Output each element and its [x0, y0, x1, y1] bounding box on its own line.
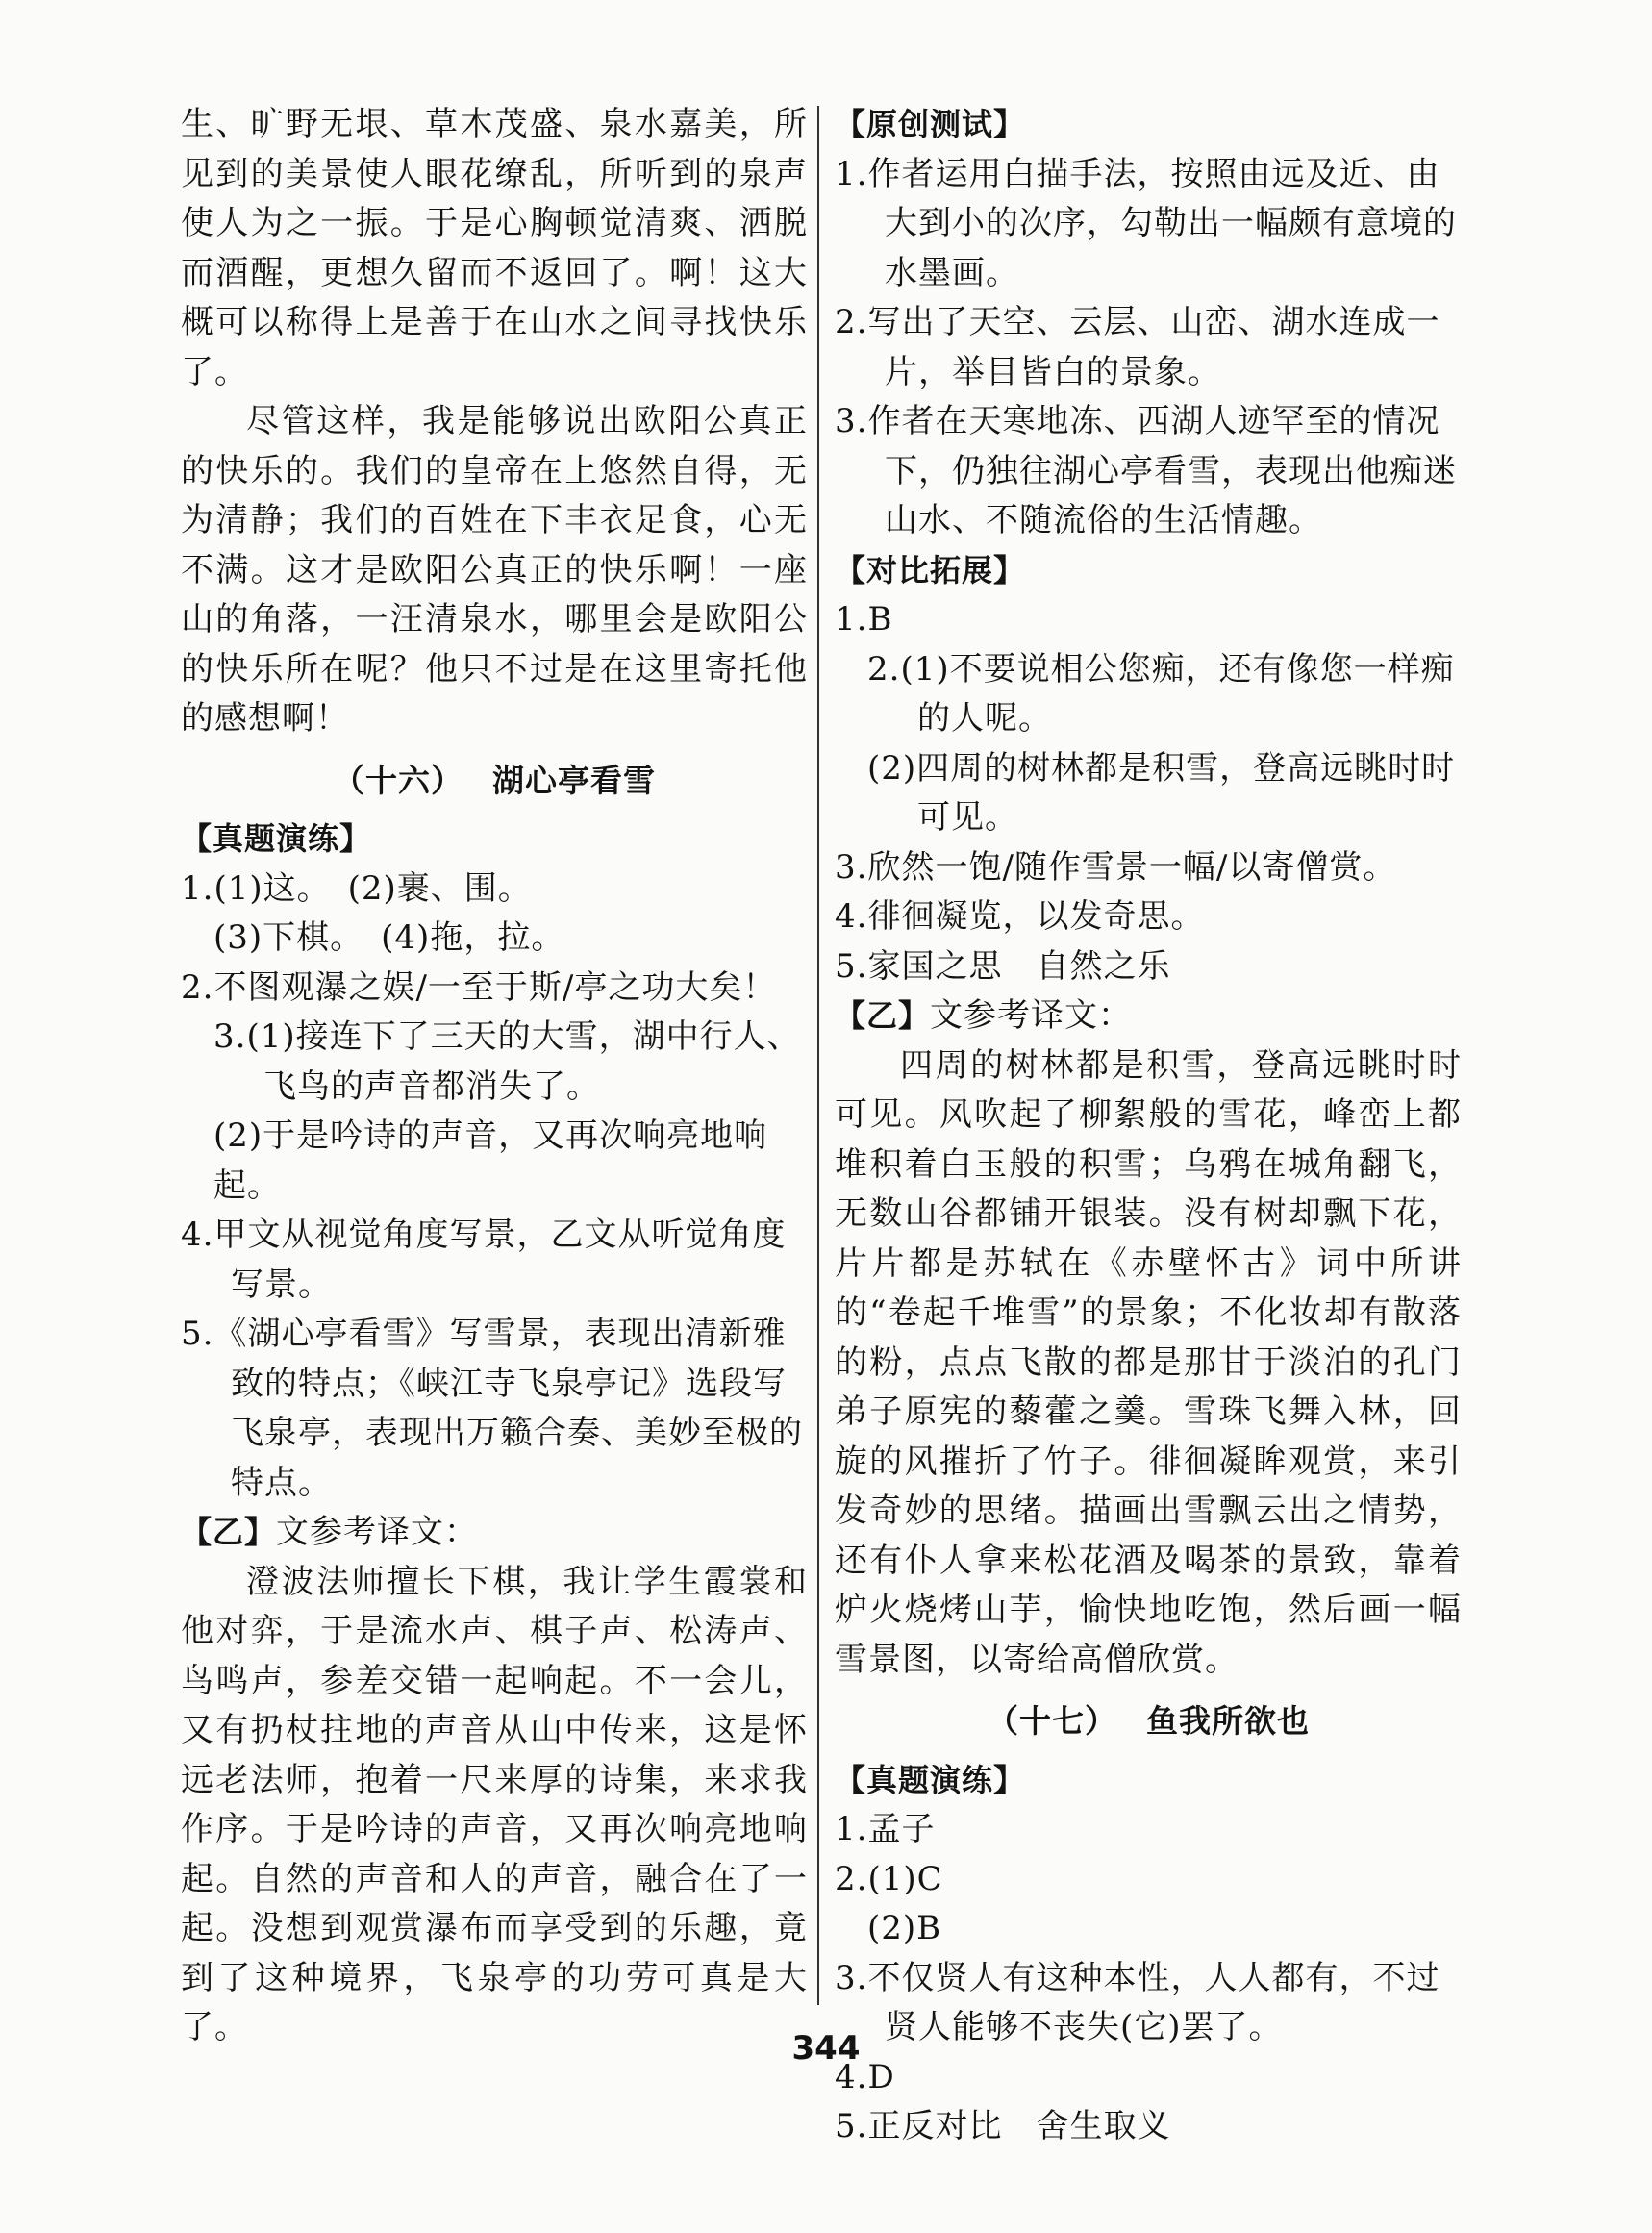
section-tag: 【真题演练】 — [181, 820, 372, 857]
section-title: 鱼我所欲也 — [1146, 1702, 1310, 1740]
section-tag: 【原创测试】 — [835, 106, 1026, 142]
answer-item: 4.D — [835, 2057, 895, 2096]
answer-item: 4.甲文从视觉角度写景，乙文从听觉角度写景。 — [181, 1216, 787, 1304]
answer-item: 1.作者运用白描手法，按照由远及近、由大到小的次序，勾勒出一幅颇有意境的水墨画。 — [835, 154, 1457, 292]
answer-item: (3)下棋。 (4)拖，拉。 — [213, 918, 565, 957]
paragraph: 尽管这样，我是能够说出欧阳公真正的快乐的。我们的皇帝在上悠然自得，无为清静；我们的百姓在下丰衣足食，心无不满。这才是欧阳公真正的快乐啊！一座山的角落，一汪清泉水，哪里会是欧阳公的快乐所在呢？他只不过是在这里寄托他的感想啊！ — [181, 402, 808, 738]
answer-item: 1.(1)这。 (2)裹、围。 — [181, 868, 532, 908]
answer-item: 5.《湖心亭看雪》写雪景，表现出清新雅致的特点；《峡江寺飞泉亭记》选段写飞泉亭，表现出万籁合奏、美妙至极的特点。 — [181, 1315, 803, 1502]
column-divider — [817, 106, 819, 2005]
section-number: （十六） — [333, 761, 463, 799]
section-tag: 【真题演练】 — [835, 1761, 1026, 1798]
paragraph: 生、旷野无垠、草木茂盛、泉水嘉美，所见到的美景使人眼花缭乱，所听到的泉声使人为之一振。于是心胸顿觉清爽、洒脱而酒醒，更想久留而不返回了。啊！这大概可以称得上是善于在山水之间寻找快乐了。 — [181, 105, 808, 391]
section-tag: 【对比拓展】 — [835, 551, 1026, 589]
section-number: （十七） — [987, 1702, 1117, 1740]
answer-item: 4.徘徊凝览，以发奇思。 — [835, 897, 1205, 936]
left-column — [181, 100, 808, 2053]
page-number: 344 — [791, 2029, 861, 2068]
answer-item: 5.家国之思 自然之乐 — [835, 946, 1171, 986]
tag-caption: 文参考译文： — [930, 996, 1133, 1035]
answer-item: 3.(1)接连下了三天的大雪，湖中行人、飞鸟的声音都消失了。 — [213, 1017, 801, 1106]
translation-paragraph: 澄波法师擅长下棋，我让学生霞裳和他对弈，于是流水声、棋子声、松涛声、鸟鸣声，参差交错一起响起。不一会儿，又有扔杖拄地的声音从山中传来，这是怀远老法师，抱着一尺来厚的诗集，来求我作序。于是吟诗的声音，又再次响亮地响起。自然的声音和人的声音，融合在了一起。没想到观赏瀑布而享受到的乐趣，竟到了这种境界，飞泉亭的功劳可真是大了。 — [181, 1562, 808, 2046]
section-tag: 【乙】 — [181, 1514, 277, 1550]
answer-item: 3.作者在天寒地冻、西湖人迹罕至的情况下，仍独往湖心亭看雪，表现出他痴迷山水、不随流俗的生活情趣。 — [835, 402, 1457, 539]
section-tag: 【乙】 — [835, 997, 931, 1034]
right-column — [835, 100, 1462, 2152]
answer-item: (2)B — [867, 1909, 942, 1947]
section-title: 湖心亭看雪 — [492, 761, 656, 799]
section-heading-16 — [181, 756, 808, 806]
translation-paragraph: 四周的树林都是积雪，登高远眺时时可见。风吹起了柳絮般的雪花，峰峦上都堆积着白玉般的积雪；乌鸦在城角翻飞，无数山谷都铺开银装。没有树却飘下花，片片都是苏轼在《赤壁怀古》词中所讲的“卷起千堆雪”的景象；不化妆却有散落的粉，点点飞散的都是那甘于淡泊的孔门弟子原宪的藜藿之羹。雪珠飞舞入林，回旋的风摧折了竹子。徘徊凝眸观赏，来引发奇妙的思绪。描画出雪飘云出之情势，还有仆人拿来松花酒及喝茶的景致，靠着炉火烧烤山芋，愉快地吃饱，然后画一幅雪景图，以寄给高僧欣赏。 — [835, 1045, 1462, 1679]
answer-item: (2)四周的树林都是积雪，登高远眺时时可见。 — [867, 748, 1456, 837]
answer-item: 3.不仅贤人有这种本性，人人都有，不过贤人能够不丧失(它)罢了。 — [835, 1958, 1440, 2046]
tag-caption: 文参考译文： — [276, 1513, 479, 1551]
answer-item: 3.欣然一饱/随作雪景一幅/以寄僧赏。 — [835, 847, 1397, 887]
section-heading-17 — [835, 1696, 1462, 1746]
answer-item: 1.B — [835, 600, 893, 639]
answer-item: 2.(1)C — [835, 1859, 943, 1898]
answer-item: 1.孟子 — [835, 1810, 936, 1848]
answer-item: 2.不图观瀑之娱/一至于斯/亭之功大矣！ — [181, 967, 777, 1007]
answer-item: 5.正反对比 舍生取义 — [835, 2107, 1171, 2145]
answer-item: 2.写出了天空、云层、山峦、湖水连成一片，举目皆白的景象。 — [835, 303, 1440, 391]
answer-item: (2)于是吟诗的声音，又再次响亮地响起。 — [213, 1116, 768, 1205]
answer-item: 2.(1)不要说相公您痴，还有像您一样痴的人呢。 — [867, 649, 1455, 738]
